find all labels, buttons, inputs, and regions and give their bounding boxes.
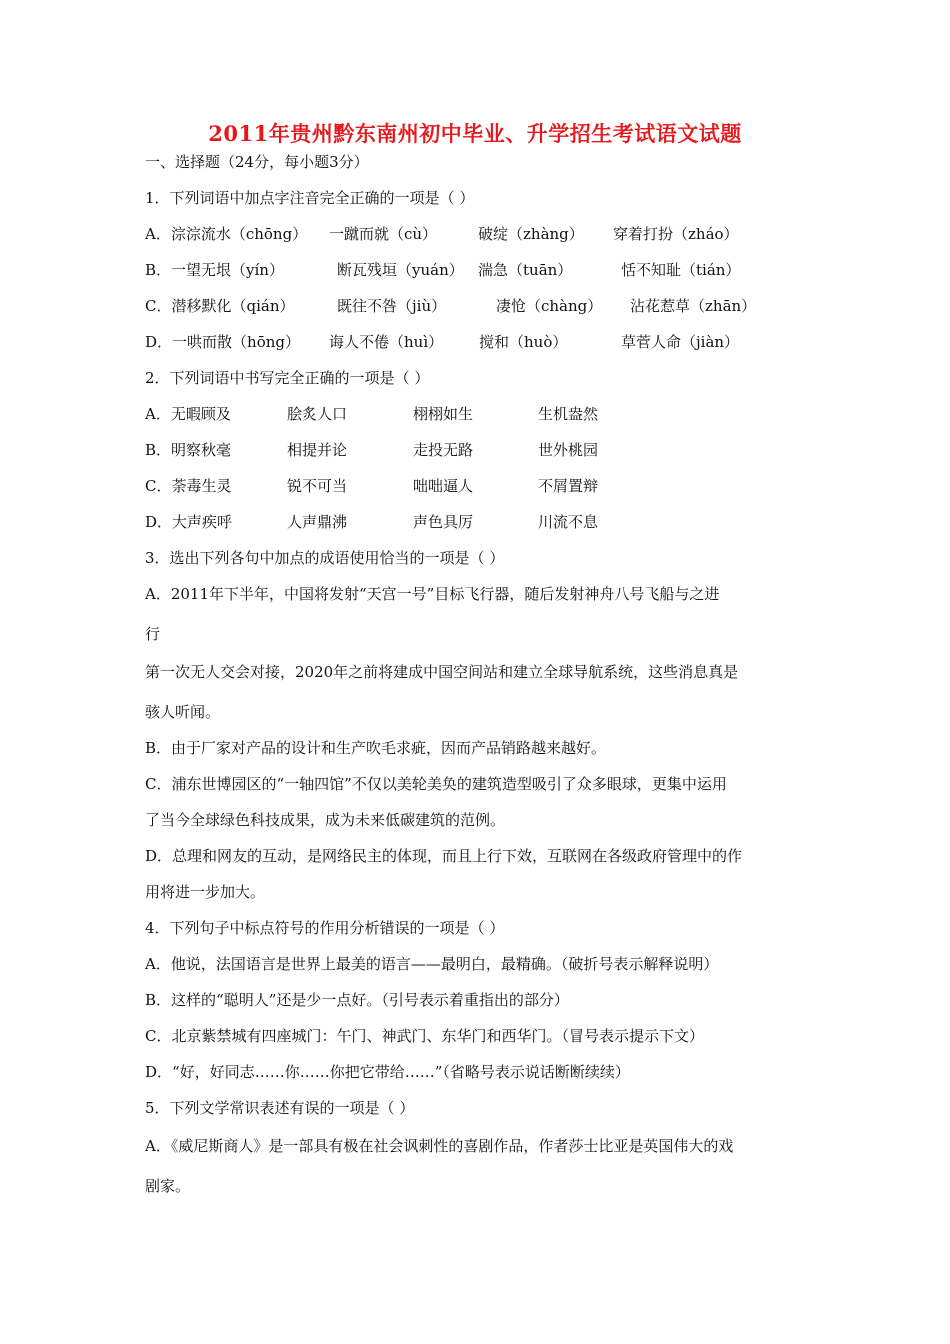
q4-option-d: D．“好，好同志……你……你把它带给……”（省略号表示说话断断续续）	[145, 1063, 630, 1081]
q1-stem: 1．下列词语中加点字注音完全正确的一项是（ ）	[145, 189, 475, 207]
q4-option-b: B．这样的“聪明人”还是少一点好。（引号表示着重指出的部分）	[145, 991, 569, 1009]
q2-b-item-2: 相提并论	[287, 441, 348, 459]
q1-b-item-2: 断瓦残垣（yuán）	[337, 261, 464, 279]
q2-d-item-1: D．大声疾呼	[145, 513, 233, 531]
q2-c-item-4: 不屑置辩	[538, 477, 599, 495]
q3-option-a-line-2: 行	[145, 625, 161, 643]
q5-option-a-line-1: A．《威尼斯商人》是一部具有极在社会讽刺性的喜剧作品，作者莎士比亚是英国伟大的戏	[145, 1137, 734, 1155]
q3-option-d-line-2: 用将进一步加大。	[145, 883, 266, 901]
q1-c-item-2: 既往不咎（jiù）	[337, 297, 447, 315]
q3-option-d-line-1: D．总理和网友的互动，是网络民主的体现，而且上行下效，互联网在各级政府管理中的作	[145, 847, 743, 865]
q1-d-item-4: 草菅人命（jiàn）	[621, 333, 740, 351]
q3-option-a-line-3: 第一次无人交会对接，2020年之前将建成中国空间站和建立全球导航系统，这些消息真是	[145, 663, 739, 681]
q1-c-item-1: C．潜移默化（qián）	[145, 297, 295, 315]
q5-stem: 5．下列文学常识表述有误的一项是（ ）	[145, 1099, 415, 1117]
q3-option-c-line-1: C．浦东世博园区的“一轴四馆”不仅以美轮美奂的建筑造型吸引了众多眼球，更集中运用	[145, 775, 727, 793]
q2-a-item-2: 脍炙人口	[287, 405, 348, 423]
q1-a-item-3: 破绽（zhàng）	[478, 225, 584, 243]
q2-a-item-4: 生机盎然	[538, 405, 599, 423]
q5-option-a-line-2: 剧家。	[145, 1177, 191, 1195]
q3-option-a-line-1: A．2011年下半年，中国将发射“天宫一号”目标飞行器，随后发射神舟八号飞船与之进	[145, 585, 720, 603]
q3-stem: 3．选出下列各句中加点的成语使用恰当的一项是（ ）	[145, 549, 505, 567]
document-title: 2011年贵州黔东南州初中毕业、升学招生考试语文试题	[208, 121, 742, 146]
q2-a-item-1: A．无暇顾及	[145, 405, 231, 423]
q2-c-item-1: C．荼毒生灵	[145, 477, 232, 495]
q1-a-item-4: 穿着打扮（zháo）	[613, 225, 739, 243]
q1-c-item-4: 沾花惹草（zhān）	[630, 297, 757, 315]
q1-c-item-3: 凄怆（chàng）	[496, 297, 603, 315]
q1-a-item-1: A．淙淙流水（chōng）	[145, 225, 308, 243]
q2-b-item-1: B．明察秋毫	[145, 441, 232, 459]
q1-d-item-3: 搅和（huò）	[479, 333, 568, 351]
section-heading: 一、选择题（24分，每小题3分）	[145, 153, 369, 171]
q3-option-c-line-2: 了当今全球绿色科技成果，成为未来低碳建筑的范例。	[145, 811, 506, 829]
q2-stem: 2．下列词语中书写完全正确的一项是（ ）	[145, 369, 430, 387]
q4-option-c: C．北京紫禁城有四座城门：午门、神武门、东华门和西华门。（冒号表示提示下文）	[145, 1027, 704, 1045]
q1-b-item-4: 恬不知耻（tián）	[621, 261, 741, 279]
q1-d-item-2: 诲人不倦（huì）	[329, 333, 444, 351]
q2-c-item-2: 锐不可当	[287, 477, 348, 495]
q1-d-item-1: D．一哄而散（hōng）	[145, 333, 300, 351]
q3-option-a-line-4: 骇人听闻。	[145, 703, 221, 721]
q4-option-a: A．他说，法国语言是世界上最美的语言——最明白，最精确。（破折号表示解释说明）	[145, 955, 719, 973]
q2-d-item-4: 川流不息	[538, 513, 599, 531]
q1-a-item-2: 一蹴而就（cù）	[329, 225, 438, 243]
q4-stem: 4．下列句子中标点符号的作用分析错误的一项是（ ）	[145, 919, 505, 937]
q2-d-item-2: 人声鼎沸	[287, 513, 348, 531]
q2-d-item-3: 声色具厉	[413, 513, 474, 531]
q2-b-item-3: 走投无路	[413, 441, 474, 459]
q1-b-item-3: 湍急（tuān）	[478, 261, 573, 279]
q1-b-item-1: B．一望无垠（yín）	[145, 261, 284, 279]
q3-option-b: B．由于厂家对产品的设计和生产吹毛求疵，因而产品销路越来越好。	[145, 739, 607, 757]
q2-a-item-3: 栩栩如生	[413, 405, 474, 423]
q2-b-item-4: 世外桃园	[538, 441, 599, 459]
q2-c-item-3: 咄咄逼人	[413, 477, 474, 495]
